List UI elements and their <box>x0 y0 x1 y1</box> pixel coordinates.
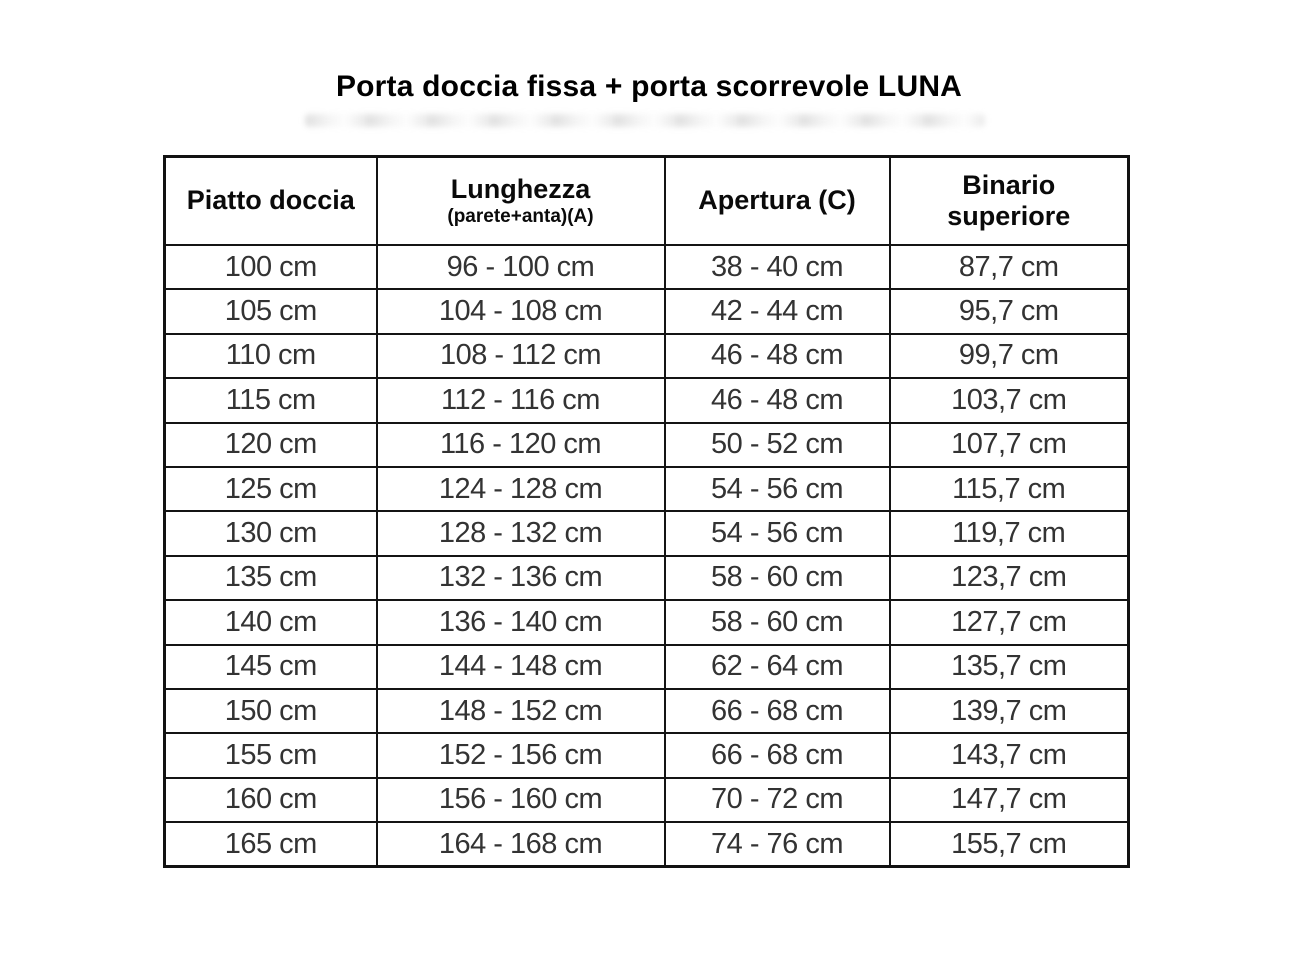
table-cell: 150 cm <box>165 689 377 733</box>
column-label: Binario superiore <box>947 169 1071 231</box>
table-cell: 120 cm <box>165 423 377 467</box>
table-cell: 140 cm <box>165 600 377 644</box>
table-cell: 54 - 56 cm <box>665 467 890 511</box>
column-label: Apertura (C) <box>698 185 856 216</box>
table-cell: 62 - 64 cm <box>665 645 890 689</box>
table-row <box>165 733 1129 777</box>
column-label: Piatto doccia <box>186 185 355 216</box>
table-cell: 96 - 100 cm <box>377 245 665 289</box>
table-cell: 70 - 72 cm <box>665 778 890 822</box>
table-cell: 58 - 60 cm <box>665 600 890 644</box>
table-cell: 50 - 52 cm <box>665 423 890 467</box>
table-cell: 148 - 152 cm <box>377 689 665 733</box>
table-row <box>165 245 1129 289</box>
table-row <box>165 778 1129 822</box>
table-cell: 165 cm <box>165 822 377 867</box>
table-cell: 127,7 cm <box>890 600 1129 644</box>
table-row <box>165 645 1129 689</box>
table-cell: 143,7 cm <box>890 733 1129 777</box>
table-cell: 132 - 136 cm <box>377 556 665 600</box>
column-header-binario-superiore <box>890 157 1129 246</box>
table-cell: 58 - 60 cm <box>665 556 890 600</box>
table-cell: 66 - 68 cm <box>665 733 890 777</box>
table-cell: 95,7 cm <box>890 289 1129 333</box>
table-cell: 164 - 168 cm <box>377 822 665 867</box>
table-cell: 46 - 48 cm <box>665 334 890 378</box>
table-row <box>165 556 1129 600</box>
table-row <box>165 689 1129 733</box>
table-cell: 130 cm <box>165 511 377 555</box>
size-table <box>163 155 1130 868</box>
table-cell: 160 cm <box>165 778 377 822</box>
column-sublabel: (parete+anta)(A) <box>447 206 594 228</box>
header-row <box>165 157 1129 246</box>
table-cell: 125 cm <box>165 467 377 511</box>
table-cell: 144 - 148 cm <box>377 645 665 689</box>
column-header-piatto-doccia <box>165 157 377 246</box>
table-cell: 156 - 160 cm <box>377 778 665 822</box>
page-title: Porta doccia fissa + porta scorrevole LUNA <box>335 70 963 103</box>
table-cell: 112 - 116 cm <box>377 378 665 422</box>
table-cell: 99,7 cm <box>890 334 1129 378</box>
table-header <box>165 157 1129 246</box>
table-cell: 87,7 cm <box>890 245 1129 289</box>
table-cell: 105 cm <box>165 289 377 333</box>
table-cell: 139,7 cm <box>890 689 1129 733</box>
table-cell: 115,7 cm <box>890 467 1129 511</box>
column-label: Lunghezza <box>450 174 591 205</box>
table-body <box>165 245 1129 867</box>
table-cell: 135 cm <box>165 556 377 600</box>
column-header-apertura <box>665 157 890 246</box>
table-row <box>165 511 1129 555</box>
table-row <box>165 334 1129 378</box>
table-cell: 147,7 cm <box>890 778 1129 822</box>
table-cell: 108 - 112 cm <box>377 334 665 378</box>
table-cell: 119,7 cm <box>890 511 1129 555</box>
table-cell: 66 - 68 cm <box>665 689 890 733</box>
table-cell: 124 - 128 cm <box>377 467 665 511</box>
table-cell: 107,7 cm <box>890 423 1129 467</box>
table-cell: 74 - 76 cm <box>665 822 890 867</box>
table-cell: 115 cm <box>165 378 377 422</box>
table-cell: 145 cm <box>165 645 377 689</box>
table-row <box>165 467 1129 511</box>
table-row <box>165 378 1129 422</box>
table-row <box>165 289 1129 333</box>
table-cell: 42 - 44 cm <box>665 289 890 333</box>
table-cell: 103,7 cm <box>890 378 1129 422</box>
table-cell: 104 - 108 cm <box>377 289 665 333</box>
table-cell: 152 - 156 cm <box>377 733 665 777</box>
table-cell: 38 - 40 cm <box>665 245 890 289</box>
table-cell: 155,7 cm <box>890 822 1129 867</box>
table-cell: 100 cm <box>165 245 377 289</box>
table-row <box>165 600 1129 644</box>
table-cell: 110 cm <box>165 334 377 378</box>
table-cell: 136 - 140 cm <box>377 600 665 644</box>
table-cell: 54 - 56 cm <box>665 511 890 555</box>
table-cell: 46 - 48 cm <box>665 378 890 422</box>
column-header-lunghezza <box>377 157 665 246</box>
table-row <box>165 423 1129 467</box>
table-cell: 123,7 cm <box>890 556 1129 600</box>
table-cell: 155 cm <box>165 733 377 777</box>
table-row <box>165 822 1129 867</box>
table-cell: 135,7 cm <box>890 645 1129 689</box>
blurred-text-remnant <box>305 114 985 127</box>
table-cell: 128 - 132 cm <box>377 511 665 555</box>
table-cell: 116 - 120 cm <box>377 423 665 467</box>
